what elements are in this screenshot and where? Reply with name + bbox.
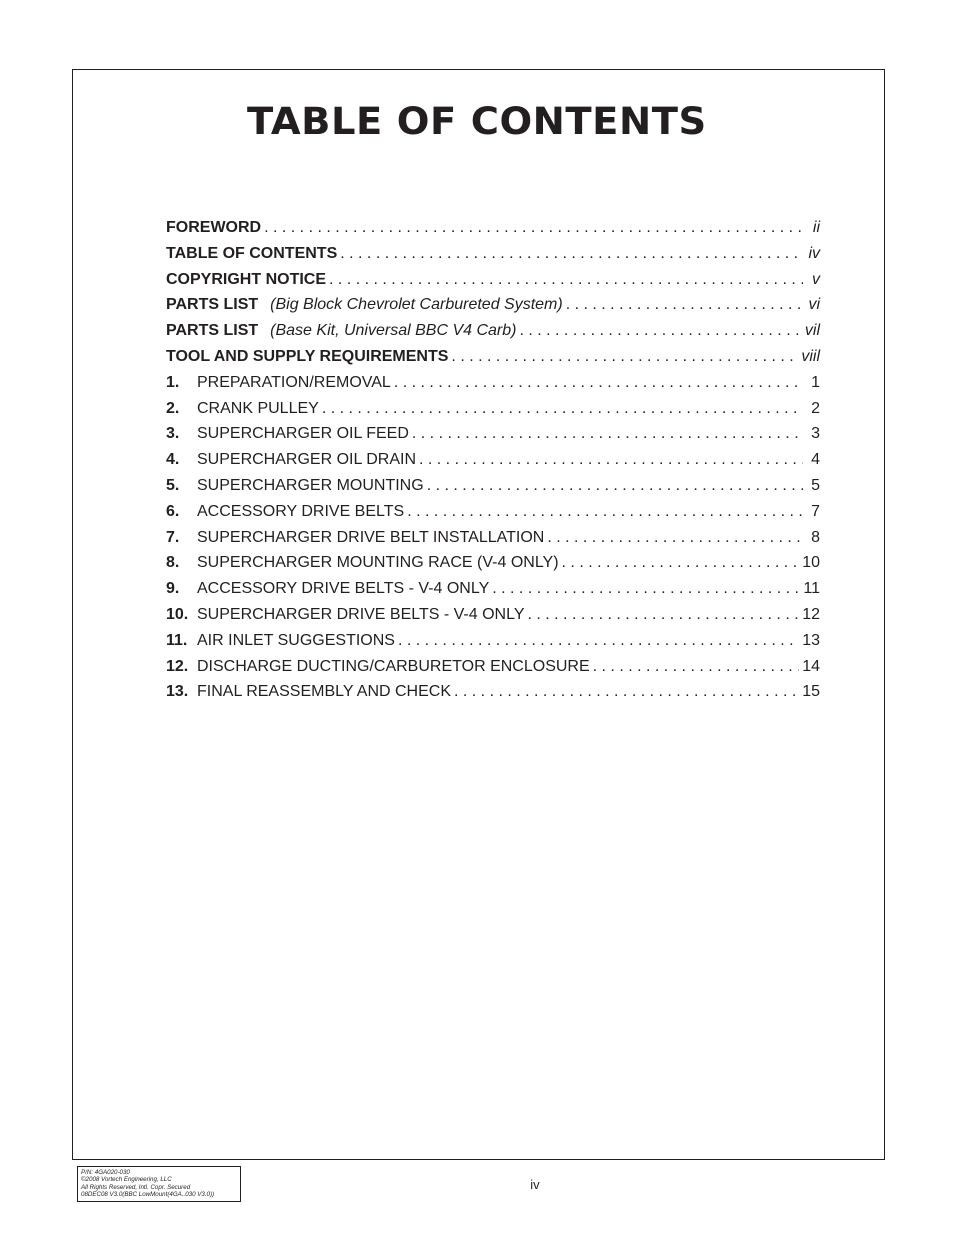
toc-entry-label: CRANK PULLEY	[197, 399, 319, 417]
toc-entry[interactable]	[166, 576, 820, 602]
toc-list	[166, 215, 820, 705]
dot-leader	[593, 654, 800, 680]
page-title: TABLE OF CONTENTS	[247, 100, 707, 143]
toc-entry-label: PARTS LIST	[166, 296, 259, 314]
toc-entry-label: SUPERCHARGER DRIVE BELTS - V-4 ONLY	[197, 605, 525, 623]
toc-entry-page: 5	[811, 476, 820, 494]
toc-entry-label: ACCESSORY DRIVE BELTS	[197, 502, 405, 520]
toc-entry[interactable]	[166, 267, 820, 293]
toc-entry-label: TABLE OF CONTENTS	[166, 244, 338, 262]
toc-entry-page: ii	[812, 219, 820, 236]
toc-entry[interactable]	[166, 628, 820, 654]
toc-entry[interactable]	[166, 550, 820, 576]
dot-leader	[398, 628, 799, 654]
part-number: P/N: 4GA020-030	[81, 1169, 130, 1176]
toc-entry-page: 11	[803, 580, 820, 598]
toc-entry-label: SUPERCHARGER OIL FEED	[197, 425, 409, 443]
toc-entry-page: v	[812, 270, 820, 288]
toc-entry-number: 12.	[166, 657, 189, 675]
toc-entry[interactable]	[166, 499, 820, 525]
toc-entry[interactable]	[166, 396, 820, 422]
toc-entry[interactable]	[166, 344, 820, 370]
dot-leader	[264, 215, 803, 241]
toc-entry[interactable]	[166, 215, 820, 241]
toc-entry-number: 6.	[166, 502, 180, 520]
toc-entry-label: FINAL REASSEMBLY AND CHECK	[197, 683, 451, 701]
dot-leader	[394, 370, 803, 396]
dot-leader	[451, 344, 798, 370]
dot-leader	[547, 525, 803, 551]
toc-entry-page: 10	[802, 554, 820, 572]
toc-entry-label: DISCHARGE DUCTING/CARBURETOR ENCLOSURE	[197, 657, 590, 675]
toc-entry[interactable]	[166, 473, 820, 499]
toc-entry-page: 2	[811, 399, 820, 417]
toc-entry[interactable]	[166, 679, 820, 705]
dot-leader	[322, 396, 803, 422]
toc-entry-label: SUPERCHARGER MOUNTING	[197, 476, 424, 494]
dot-leader	[427, 473, 803, 499]
toc-entry-page: 15	[802, 683, 820, 701]
toc-entry[interactable]	[166, 447, 820, 473]
toc-entry-number: 7.	[166, 528, 180, 546]
toc-entry-page: vil	[804, 322, 820, 340]
toc-entry-page: 7	[811, 502, 820, 520]
dot-leader	[454, 679, 799, 705]
toc-entry-label: PREPARATION/REMOVAL	[197, 373, 391, 391]
toc-entry-number: 4.	[166, 451, 180, 469]
toc-entry[interactable]	[166, 370, 820, 396]
toc-entry-number: 5.	[166, 476, 180, 494]
toc-entry-label: ACCESSORY DRIVE BELTS - V-4 ONLY	[197, 580, 490, 598]
toc-entry[interactable]	[166, 525, 820, 551]
dot-leader	[562, 550, 800, 576]
toc-entry[interactable]	[166, 241, 820, 267]
toc-entry[interactable]	[166, 421, 820, 447]
toc-entry[interactable]	[166, 602, 820, 628]
page-number: iv	[530, 1177, 540, 1192]
dot-leader	[519, 318, 801, 344]
toc-entry-number: 13.	[166, 683, 189, 701]
dot-leader	[407, 499, 803, 525]
toc-entry-page: 3	[811, 425, 820, 443]
dot-leader	[329, 267, 803, 293]
dot-leader	[419, 447, 803, 473]
toc-entry-label: AIR INLET SUGGESTIONS	[197, 631, 395, 649]
copyright-line: ©2008 Vortech Engineering, LLC	[81, 1176, 172, 1184]
toc-entry-number: 8.	[166, 554, 180, 572]
toc-entry-label: TOOL AND SUPPLY REQUIREMENTS	[166, 347, 449, 365]
toc-entry-number: 1.	[166, 373, 180, 391]
toc-entry-label: FOREWORD	[166, 219, 262, 236]
toc-entry-page: 8	[811, 528, 820, 546]
toc-entry-label: COPYRIGHT NOTICE	[166, 270, 327, 288]
toc-entry-number: 10.	[166, 605, 189, 623]
toc-entry-page: iv	[808, 244, 820, 262]
toc-entry-number: 2.	[166, 399, 180, 417]
toc-entry-note: (Big Block Chevrolet Carbureted System)	[270, 296, 563, 314]
toc-entry-number: 11.	[166, 631, 188, 649]
rights-line: All Rights Reserved, Intl. Copr. Secured	[81, 1183, 191, 1191]
toc-entry-label: PARTS LIST	[166, 322, 259, 340]
dot-leader	[566, 292, 803, 318]
document-info-box	[77, 1166, 241, 1202]
revision-line: 08DEC08 V3.0(BBC LowMount(4GA..030 V3.0))	[81, 1191, 215, 1199]
toc-entry[interactable]	[166, 292, 820, 318]
dot-leader	[527, 602, 799, 628]
toc-entry-number: 3.	[166, 425, 180, 443]
dot-leader	[340, 241, 803, 267]
toc-entry[interactable]	[166, 318, 820, 344]
toc-entry-label: SUPERCHARGER DRIVE BELT INSTALLATION	[197, 528, 545, 546]
toc-entry-page: 13	[802, 631, 820, 649]
toc-entry-label: SUPERCHARGER OIL DRAIN	[197, 451, 416, 469]
toc-entry-page: vi	[808, 296, 820, 314]
toc-entry-page: 14	[802, 657, 820, 675]
toc-entry-page: 12	[802, 605, 820, 623]
toc-entry[interactable]	[166, 654, 820, 680]
toc-entry-note: (Base Kit, Universal BBC V4 Carb)	[270, 322, 517, 340]
dot-leader	[492, 576, 800, 602]
toc-entry-page: viil	[801, 347, 820, 365]
toc-entry-page: 1	[811, 373, 820, 391]
toc-entry-number: 9.	[166, 580, 180, 598]
dot-leader	[412, 421, 803, 447]
toc-entry-label: SUPERCHARGER MOUNTING RACE (V-4 ONLY)	[197, 554, 559, 572]
toc-entry-page: 4	[811, 451, 820, 469]
